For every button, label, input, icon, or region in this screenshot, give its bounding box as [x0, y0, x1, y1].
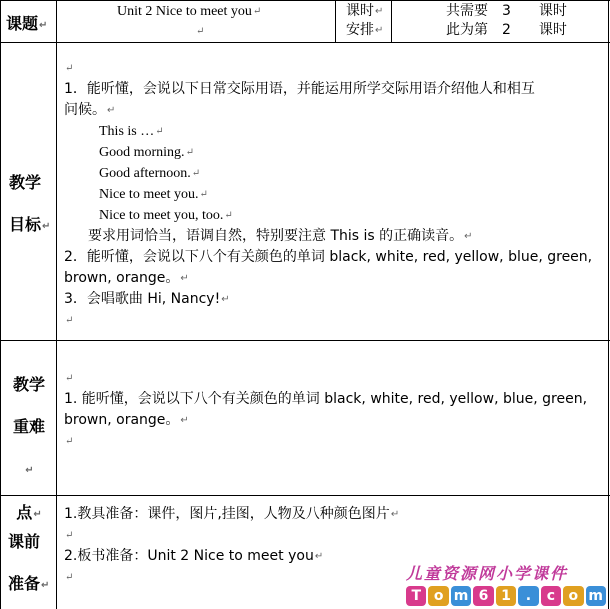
- blank-line: ↵: [65, 572, 74, 583]
- watermark-url-char: c: [541, 586, 561, 606]
- watermark-url: [406, 586, 606, 606]
- watermark-url-char: T: [406, 586, 426, 606]
- row-divider-2: [0, 340, 610, 341]
- table-border-right: [608, 0, 609, 609]
- watermark-url-char: o: [563, 586, 583, 606]
- difficulty-content: [64, 368, 587, 452]
- watermark-url-char: m: [586, 586, 606, 606]
- prep-teaching-aids: 1.教具准备：课件，图片,挂图，人物及八种颜色图片↵: [64, 506, 400, 522]
- watermark-url-char: .: [518, 586, 538, 606]
- phrase-good-morning: Good morning.↵: [99, 145, 194, 160]
- watermark-url-char: m: [451, 586, 471, 606]
- row-divider-3: [0, 495, 610, 496]
- header-divider-1: [335, 0, 336, 42]
- objectives-content: [64, 58, 592, 331]
- watermark-url-char: o: [428, 586, 448, 606]
- phrase-this-is: This is …↵: [99, 124, 164, 139]
- watermark-url-char: 6: [473, 586, 493, 606]
- objective-requirement: 要求用词恰当，语调自然，特别要注意 This is 的正确读音。↵: [88, 228, 473, 244]
- objective-2-cont: brown, orange。↵: [64, 270, 189, 286]
- blank-line: ↵: [65, 63, 74, 74]
- schedule-values: 共需要 3 课时 此为第 2 课时: [446, 3, 567, 38]
- topic-label: 课题↵: [6, 14, 48, 33]
- prep-board: 2.板书准备：Unit 2 Nice to meet you↵: [64, 548, 324, 564]
- phrase-nice-to-meet-you-too: Nice to meet you, too.↵: [99, 208, 233, 223]
- blank-line: ↵: [65, 436, 74, 447]
- difficulty-1-cont: brown, orange。↵: [64, 412, 189, 428]
- table-border-top: [0, 0, 610, 1]
- watermark-title: 儿童资源网小学课件: [406, 564, 569, 583]
- blank-line: ↵: [65, 373, 74, 384]
- title-para-mark: ↵: [196, 26, 205, 37]
- blank-line: ↵: [65, 530, 74, 541]
- blank-line: ↵: [65, 315, 74, 326]
- objective-3: 3．会唱歌曲 Hi, Nancy!↵: [64, 291, 230, 307]
- objectives-label: 教学 目标↵: [9, 173, 51, 234]
- header-divider-2: [391, 0, 392, 42]
- difficulty-label: 教学 重难↵ 点↵: [12, 375, 45, 522]
- phrase-nice-to-meet-you: Nice to meet you.↵: [99, 187, 208, 202]
- preparation-label: 课前 准备↵: [8, 532, 50, 593]
- objective-1-cont: 问候。↵: [64, 102, 116, 118]
- objective-2: 2．能听懂，会说以下八个有关颜色的单词 black, white, red, yellow, blue, green,: [64, 249, 593, 265]
- row-divider-1: [0, 42, 610, 43]
- label-column-divider: [56, 0, 57, 609]
- watermark-url-char: 1: [496, 586, 516, 606]
- phrase-good-afternoon: Good afternoon.↵: [99, 166, 201, 181]
- site-watermark: [406, 561, 606, 607]
- preparation-content: [64, 504, 399, 588]
- objective-1: 1．能听懂，会说以下日常交际用语，并能运用所学交际用语介绍他人和相互: [64, 81, 535, 97]
- lesson-title: Unit 2 Nice to meet you↵: [117, 4, 262, 19]
- schedule-label: 课时↵ 安排↵: [346, 3, 384, 38]
- difficulty-1: 1. 能听懂，会说以下八个有关颜色的单词 black, white, red, yellow, blue, green,: [64, 391, 588, 407]
- table-border-left: [0, 0, 1, 609]
